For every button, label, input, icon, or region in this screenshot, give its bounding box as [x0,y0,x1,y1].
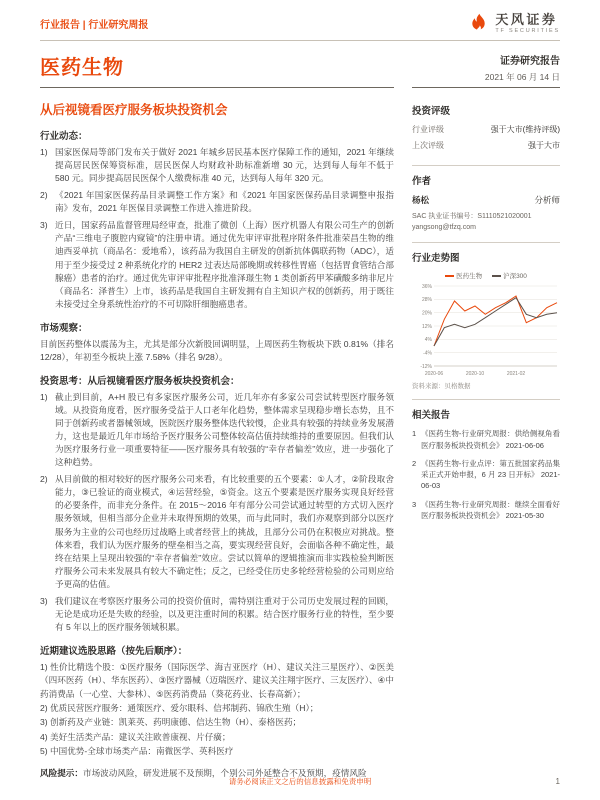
picks-line: 2) 优质民营医疗服务：通策医疗、爱尔眼科、信邦制药、锦欣生殖（H）； [40,702,319,713]
svg-text:-4%: -4% [423,350,432,357]
svg-text:20%: 20% [421,310,432,317]
picks-heading: 近期建议选股思路（按先后顺序）： [40,646,188,657]
item-number: 1) [40,391,48,402]
market-paragraph: 目前医药整体以震荡为主，尤其是部分次新股回调明显，上周医药生物板块下跌 0.81%（排名 12/28），年初至今板块上涨 7.58%（排名 9/28）。 [40,338,394,362]
title-row [40,51,560,88]
related-report-item [412,499,560,522]
author-heading: 作者 [412,176,432,187]
report-item-date: 2021-06-03 [421,470,560,491]
item-number: 3) [40,220,48,231]
legend-label: 沪深300 [503,273,527,281]
list-item [40,595,394,634]
reports-heading: 相关报告 [412,410,451,422]
picks-line: 5) 中国优势-全球市场类产品：南微医学、英科医疗 [40,745,234,756]
legend-label: 医药生物 [456,273,483,281]
stock-picks-section [40,643,394,758]
report-title: 《医药生物-行业点评：第五批国家药品集采正式开始申报，6 月 23 日开标》 [421,458,560,480]
brand-name-en: TF SECURITIES [495,28,560,35]
risk-label: 风险提示： [40,768,83,779]
industry-dynamics-section [40,128,394,311]
rating-row [412,140,560,151]
investment-thoughts-section [40,373,394,634]
legend-swatch-hs300 [492,275,501,277]
report-subtitle: 从后视镜看医疗服务板块投资机会 [40,103,228,117]
list-item [40,189,394,215]
industry-trend-chart [412,282,560,378]
chart-box [412,282,560,378]
report-number: 2 [412,458,417,468]
footer-disclaimer: 请务必阅读正文之后的信息披露和免责申明 [228,777,372,786]
industry-trend-section [412,242,560,399]
related-reports-section [412,399,560,537]
legend-item-hs300 [492,271,527,280]
report-number: 3 [412,499,417,509]
svg-text:4%: 4% [424,337,432,344]
item-text: 截止到目前，A+H 股已有多家医疗服务公司，近几年亦有多家公司尝试转型医疗服务领域。从投资角度看，医疗服务受益于人口老年化趋势，整体需求呈现稳步增长态势，且不同于创新药或者器械领域，医院医疗服务整体迭代较慢，企业具有较强的持续业务发展潜力，这也是最近几年市场给予医疗服务公司整体较高估值持续维持的重要原因。但我们认为医疗服务行业一项重要特征——医疗服务具有较强的“幸存者偏差”效应，进一步强化了这种趋势。 [55,391,394,468]
author-sac-number: SAC 执业证书编号：S1110521020001 [412,213,532,220]
item-number: 3) [40,595,48,606]
list-item [40,473,394,591]
legend-item-pharma [445,271,482,280]
svg-text:36%: 36% [421,284,432,291]
picks-line: 3) 创新药及产业链：凯莱英、药明康德、信达生物（H）、泰格医药； [40,717,302,728]
related-report-item [412,428,560,451]
thoughts-heading: 投资思考：从后视镜看医疗服务板块投资机会： [40,375,240,387]
svg-text:2020-10: 2020-10 [465,371,485,378]
rating-label: 上次评级 [412,141,444,150]
list-item [40,146,394,185]
svg-text:-12%: -12% [420,364,432,371]
item-number: 2) [40,474,48,485]
item-text: 从目前做的相对较好的医疗服务公司来看，有比较重要的五个要素：①人才，②阶段取舍能力，③已验证的商业模式，④运营经验，⑤资金。这五个要素是医疗服务实现良好经营的必要条件，而非充分条件。在 2015～2016 年有部分公司尝试通过转型的方式切入医疗服务领域，但相当部分企业并未取得预期的效果，而与此同时，我们亦观察到部分以医疗服务为主业的公司也经历过战略上或者经营上的挑战，且部分公司仍在积极应对挑战。整体来看，我们认为医疗服务的壁垒相当之高，要实现经营良好，会面临各种不确定性，最终在结果上呈现出较强的“幸存者偏差”效应。尝试以简单的逻辑推演而非实践检验判断医疗服务公司未来发展具有较大不确定性；反之，已经受住历史多轮经营检验的公司则应给予更高的估值。 [55,474,394,589]
related-report-item [412,458,560,492]
market-heading: 市场观察： [40,322,88,334]
item-text: 《2021 年国家医保药品目录调整工作方案》和《2021 年国家医保药品目录调整申报指南》发布，2021 年医保目录调整工作进入推进阶段。 [55,190,394,214]
legend-swatch-pharma [445,275,454,277]
content-columns [40,96,560,780]
author-email: yangsong@tfzq.com [412,224,476,232]
author-role: 分析师 [534,195,560,205]
flame-logo-icon [467,12,490,35]
report-item-date: 2021-06-06 [505,440,544,450]
page-footer [0,776,600,787]
trend-heading: 行业走势图 [412,253,460,265]
report-title: 《医药生物-行业研究周报：供给侧视角看医疗服务板块投资机会》 [421,429,560,450]
svg-text:28%: 28% [421,297,432,304]
list-item [40,391,394,469]
brand-name-cn: 天风证券 [495,11,558,27]
rating-value: 强于大市(维持评级) [490,125,560,134]
item-number: 1) [40,147,48,157]
rating-section [412,96,560,165]
main-column [40,96,394,780]
report-item-date: 2021-05-30 [505,510,544,520]
page-header [40,0,560,41]
picks-line: 4) 美好生活类产品：建议关注欧普康视、片仔癀； [40,731,231,742]
brand-logo [467,12,560,35]
market-watch-section [40,320,394,364]
rating-heading: 投资评级 [412,106,451,117]
page-title: 医药生物 [40,57,124,79]
item-text: 近日，国家药品监督管理局经审查，批准了微创（上海）医疗机器人有限公司生产的创新产品“三维电子腹腔内窥镜”的注册申请。通过优先审评审批程序附条件批准荣昌生物的维迪西妥单抗（商品名：爱地希），该药品为我国自主研发的创新抗体偶联药物（ADC），适用于至少接受过 2 种系统化疗的 HER2 过表达局部晚期或转移性胃癌（包括胃食管结合部腺癌）患者的治疗。通过优先审评审批程序批准泽璟生物 1 类创新药甲苯磺酸多纳非尼片（商品名：泽普生）上市，该药品是我国自主研发拥有自主知识产权的创新药，用于既往未接受过全身系统性治疗的不可切除肝细胞癌患者。 [55,220,394,309]
rating-label: 行业评级 [412,125,444,134]
report-number: 1 [412,429,417,439]
picks-line: 1) 性价比精选个股：①医疗服务（国际医学、海吉亚医疗（H）、建议关注三星医疗）、②医美（四环医药（H）、华东医药）、③医疗器械（迈瑞医疗、建议关注翔宇医疗、三友医疗）、④中药消费品（一心堂、大参林）、⑤医药消费品（葵花药业、长春高新）； [40,662,394,699]
rating-value: 强于大市 [528,141,560,150]
item-text: 我们建议在考察医疗服务公司的投资价值时，需特别注重对于公司历史发展过程的回顾，无论是成功还是失败的经验，以及更注重时间的积累。结合医疗服务行业的特性，至少要有 5 年以上的医疗服务领域积累。 [55,595,394,632]
report-date: 2021 年 06 月 14 日 [484,72,560,82]
svg-text:12%: 12% [421,324,432,331]
dynamics-heading: 行业动态： [40,131,88,142]
author-section [412,165,560,242]
sidebar [412,96,560,780]
rating-row [412,124,560,135]
report-type-label: 证券研究报告 [500,56,560,67]
risk-text: 市场波动风险，研发进展不及预期，个别公司外延整合不及预期，疫情风险 [82,768,367,779]
chart-source: 资料来源：贝格数据 [412,383,471,391]
report-title: 《医药生物-行业研究周报：继续全面看好医疗服务板块投资机会》 [421,499,560,520]
breadcrumb: 行业报告 | 行业研究周报 [40,20,149,31]
author-name: 杨松 [412,195,430,205]
svg-text:2021-02: 2021-02 [506,371,526,378]
svg-text:2020-06: 2020-06 [424,371,444,378]
item-number: 2) [40,190,48,201]
item-text: 国家医保局等部门发布关于做好 2021 年城乡居民基本医疗保障工作的通知，2021 年继续提高居民医保筹资标准，居民医保人均财政补助标准新增 30 元，达到每人每年不低于 580 元。同步提高居民医保个人缴费标准 40 元，达到每人每年 320 元。 [55,147,394,184]
page-number: 1 [555,777,560,786]
list-item [40,219,394,310]
chart-legend [412,271,560,280]
